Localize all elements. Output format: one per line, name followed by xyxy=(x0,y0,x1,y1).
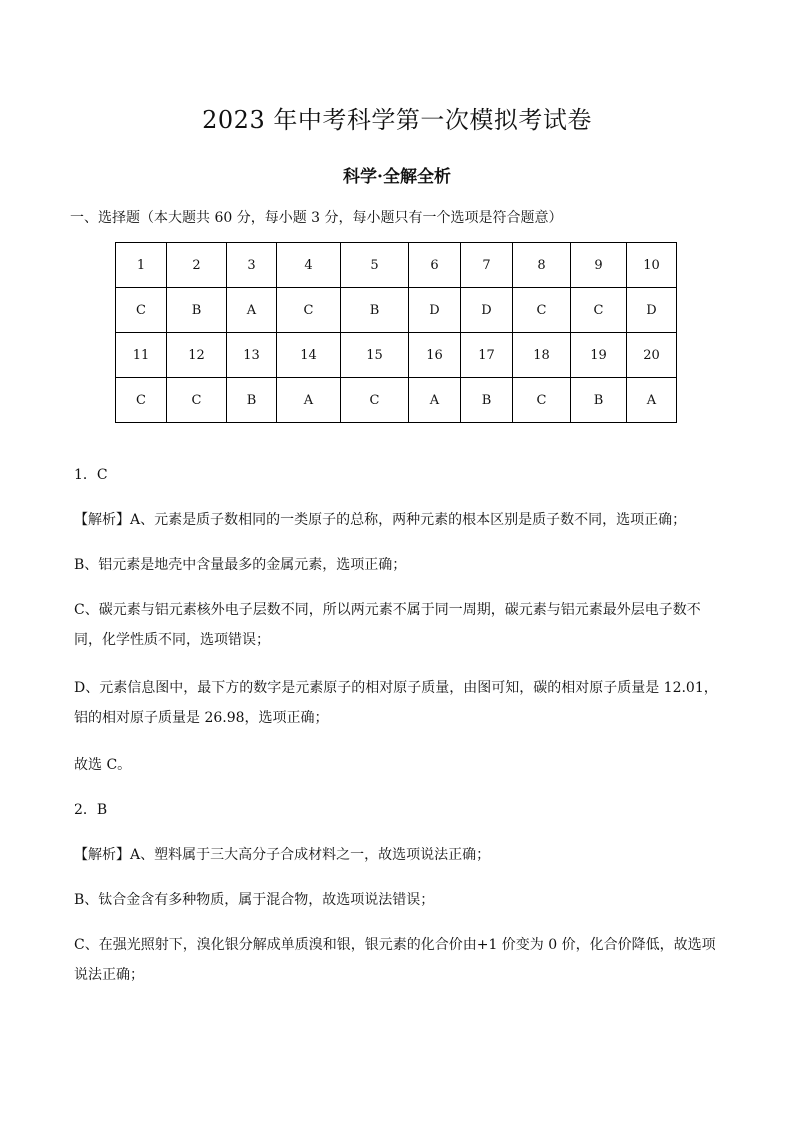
table-cell: 18 xyxy=(513,333,571,378)
page-title: 2023 年中考科学第一次模拟考试卷 xyxy=(202,106,592,134)
table-cell: B xyxy=(461,378,513,423)
table-cell: 20 xyxy=(627,333,677,378)
q1-analysis: 【解析】A、元素是质子数相同的一类原子的总称，两种元素的根本区别是质子数不同，选项正确； xyxy=(74,512,687,528)
q1-option-c: C、碳元素与铝元素核外电子层数不同，所以两元素不属于同一周期，碳元素与铝元素最外层电子数不同，化学性质不同，选项错误； xyxy=(74,602,701,648)
table-cell: C xyxy=(513,288,571,333)
answer-row-numbers-2 xyxy=(116,333,677,378)
table-cell: A xyxy=(227,288,277,333)
q2-option-b: B、钛合金含有多种物质，属于混合物，故选项说法错误； xyxy=(74,892,435,908)
section-heading: 一、选择题（本大题共 60 分，每小题 3 分，每小题只有一个选项是符合题意） xyxy=(70,210,563,226)
table-cell: 10 xyxy=(627,243,677,288)
table-cell: B xyxy=(571,378,627,423)
table-cell: D xyxy=(461,288,513,333)
table-cell: D xyxy=(409,288,461,333)
page-subtitle: 科学·全解全析 xyxy=(343,167,451,187)
table-cell: 17 xyxy=(461,333,513,378)
table-cell: 14 xyxy=(277,333,341,378)
answer-row-letters-1 xyxy=(116,288,677,333)
table-cell: A xyxy=(627,378,677,423)
answer-table xyxy=(115,242,677,423)
answer-row-letters-2 xyxy=(116,378,677,423)
table-cell: A xyxy=(409,378,461,423)
q1-conclusion: 故选 C。 xyxy=(74,757,132,773)
table-cell: 5 xyxy=(341,243,409,288)
table-cell: 12 xyxy=(167,333,227,378)
table-cell: 2 xyxy=(167,243,227,288)
q1-option-b: B、铝元素是地壳中含量最多的金属元素，选项正确； xyxy=(74,557,407,573)
table-cell: B xyxy=(167,288,227,333)
table-cell: 6 xyxy=(409,243,461,288)
table-cell: D xyxy=(627,288,677,333)
table-cell: 16 xyxy=(409,333,461,378)
q2-analysis: 【解析】A、塑料属于三大高分子合成材料之一，故选项说法正确； xyxy=(74,847,491,863)
table-cell: 15 xyxy=(341,333,409,378)
table-cell: C xyxy=(341,378,409,423)
table-cell: C xyxy=(167,378,227,423)
q1-header: 1．C xyxy=(74,467,108,483)
table-cell: 7 xyxy=(461,243,513,288)
table-cell: C xyxy=(513,378,571,423)
table-cell: C xyxy=(277,288,341,333)
table-cell: 4 xyxy=(277,243,341,288)
table-cell: 11 xyxy=(116,333,167,378)
table-cell: C xyxy=(116,378,167,423)
answer-row-numbers-1 xyxy=(116,243,677,288)
table-cell: 9 xyxy=(571,243,627,288)
q2-header: 2．B xyxy=(74,802,108,818)
table-cell: 13 xyxy=(227,333,277,378)
q1-option-d: D、元素信息图中，最下方的数字是元素原子的相对原子质量，由图可知，碳的相对原子质量是 12.01，铝的相对原子质量是 26.98，选项正确； xyxy=(74,680,718,726)
table-cell: 19 xyxy=(571,333,627,378)
table-cell: 8 xyxy=(513,243,571,288)
table-cell: 3 xyxy=(227,243,277,288)
table-cell: C xyxy=(571,288,627,333)
q2-option-c: C、在强光照射下，溴化银分解成单质溴和银，银元素的化合价由+1 价变为 0 价，化合价降低，故选项说法正确； xyxy=(74,937,716,983)
table-cell: B xyxy=(227,378,277,423)
table-cell: B xyxy=(341,288,409,333)
table-cell: 1 xyxy=(116,243,167,288)
table-cell: A xyxy=(277,378,341,423)
table-cell: C xyxy=(116,288,167,333)
